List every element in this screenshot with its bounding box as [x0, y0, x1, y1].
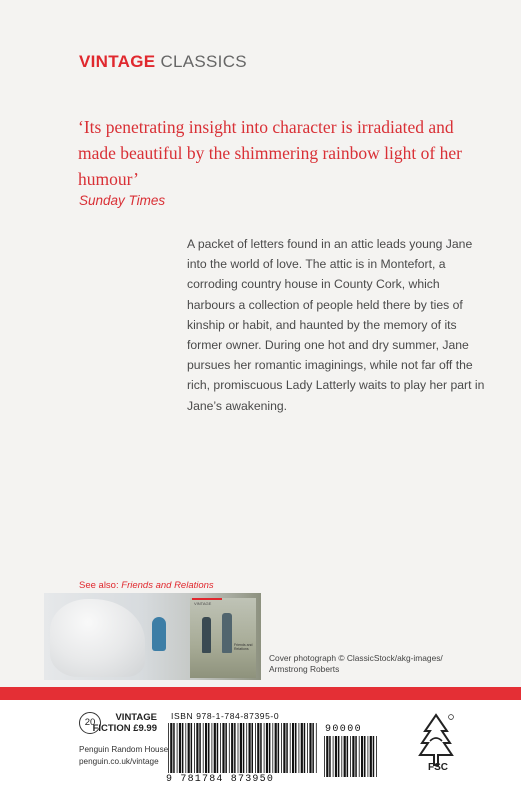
- barcode-addon-bars: [324, 736, 380, 777]
- barcode-bar: [240, 723, 242, 773]
- barcode-bar: [304, 723, 306, 773]
- barcode-bar: [350, 736, 351, 777]
- barcode-bar: [309, 723, 311, 773]
- barcode-bar: [341, 736, 342, 777]
- barcode-bar: [338, 736, 340, 777]
- mini-cover-label: VINTAGE: [194, 601, 212, 606]
- barcode-bar: [217, 723, 219, 773]
- fsc-label: FSC: [428, 762, 448, 773]
- brand-vintage: VINTAGE: [79, 52, 156, 71]
- quote-source: Sunday Times: [79, 193, 166, 208]
- barcode-bar: [329, 736, 331, 777]
- imprint-vintage: VINTAGE: [115, 712, 157, 723]
- barcode-bar: [307, 723, 308, 773]
- barcode-bar: [185, 723, 186, 773]
- barcode-bar: [260, 723, 262, 773]
- barcode-bar: [278, 723, 280, 773]
- publisher-name: Penguin Random House: [79, 745, 169, 754]
- cover-photo-thumbnail: [44, 593, 261, 680]
- barcode-bar: [292, 723, 294, 773]
- mini-figure-left: [202, 617, 211, 653]
- barcode-bar: [333, 736, 334, 777]
- barcode-bar: [352, 736, 354, 777]
- barcode-bar: [208, 723, 210, 773]
- mini-cover-subtitle: Friends and Relations: [234, 643, 253, 651]
- barcode-bar: [205, 723, 207, 773]
- mini-cover-accent: [192, 598, 222, 600]
- barcode-bar: [290, 723, 291, 773]
- barcode-bar: [286, 723, 288, 773]
- brand-classics: CLASSICS: [160, 52, 247, 71]
- barcode-bar: [355, 736, 357, 777]
- barcode-bar: [214, 723, 216, 773]
- barcode-bar: [266, 723, 268, 773]
- barcode-bar: [243, 723, 245, 773]
- barcode-bar: [324, 736, 325, 777]
- barcode-bar: [364, 736, 366, 777]
- mini-figure-right: [222, 613, 232, 653]
- barcode-bar: [222, 723, 224, 773]
- barcode-bar: [249, 723, 251, 773]
- barcode-bar: [361, 736, 363, 777]
- barcode-bar: [177, 723, 178, 773]
- barcode-bar: [269, 723, 271, 773]
- see-also: [79, 580, 214, 591]
- barcode-bar: [295, 723, 297, 773]
- red-band: [0, 687, 521, 700]
- barcode-bar: [196, 723, 198, 773]
- barcode-bar: [238, 723, 239, 773]
- credit-line-1: Cover photograph © ClassicStock/akg-images/: [269, 653, 443, 663]
- barcode-bar: [299, 723, 300, 773]
- barcode-bar: [272, 723, 273, 773]
- barcode-bar: [179, 723, 181, 773]
- barcode-bar: [188, 723, 190, 773]
- barcode-bar: [316, 723, 317, 773]
- barcode-bar: [344, 736, 346, 777]
- imprint-label: [92, 712, 157, 734]
- barcode-bar: [225, 723, 227, 773]
- see-also-title: Friends and Relations: [121, 580, 214, 591]
- barcode-digits: 9 781784 873950: [166, 774, 275, 785]
- barcode-bar: [203, 723, 204, 773]
- publisher-info: [79, 744, 168, 767]
- photo-figure: [50, 599, 145, 677]
- barcode-bar: [170, 723, 172, 773]
- imprint-fiction-price: FICTION £9.99: [92, 723, 157, 734]
- barcode-bar: [275, 723, 277, 773]
- barcode-bar: [252, 723, 254, 773]
- publisher-url: penguin.co.uk/vintage: [79, 756, 159, 766]
- barcode-bar: [264, 723, 265, 773]
- barcode-bar: [283, 723, 285, 773]
- book-blurb: A packet of letters found in an attic leads young Jane into the world of love. The attic is in Montefort, a corroding country house in County Cork, which harbours a collection of people held there by ties of kinship or habit, and haunted by the memory of its former owner. During one hot and dry summer, Jane pursues her romantic imaginings, while not far off the rich, promiscuous Lady Latterly waits to play her part in Jane’s awakening.: [187, 237, 485, 413]
- photo-lamp: [152, 617, 166, 651]
- credit-line-2: Armstrong Roberts: [269, 664, 340, 674]
- barcode-bar: [231, 723, 233, 773]
- brand-logo: [79, 52, 247, 72]
- barcode-bar: [370, 736, 372, 777]
- barcode-bars: [168, 723, 318, 773]
- barcode-bar: [335, 736, 337, 777]
- barcode-bar: [376, 736, 377, 777]
- barcode-addon-digits: 90000: [325, 724, 363, 735]
- barcode-bar: [246, 723, 247, 773]
- barcode-bar: [229, 723, 230, 773]
- isbn-label: ISBN 978-1-784-87395-0: [171, 711, 280, 721]
- barcode-bar: [312, 723, 314, 773]
- review-quote: ‘Its penetrating insight into character is irradiated and made beautiful by the shimmering rainbow light of her humour’: [78, 117, 462, 189]
- barcode-bar: [281, 723, 282, 773]
- barcode-bar: [199, 723, 201, 773]
- barcode-bar: [168, 723, 169, 773]
- barcode-bar: [173, 723, 175, 773]
- barcode-bar: [301, 723, 303, 773]
- barcode-bar: [373, 736, 375, 777]
- barcode-bar: [255, 723, 256, 773]
- barcode-bar: [182, 723, 184, 773]
- barcode-bar: [191, 723, 193, 773]
- barcode-bar: [359, 736, 360, 777]
- barcode-bar: [347, 736, 349, 777]
- see-also-label: See also:: [79, 580, 119, 591]
- barcode-bar: [212, 723, 213, 773]
- barcode-bar: [326, 736, 328, 777]
- barcode-bar: [220, 723, 221, 773]
- barcode-bar: [257, 723, 259, 773]
- barcode-bar: [194, 723, 195, 773]
- barcode-bar: [368, 736, 369, 777]
- barcode-bar: [234, 723, 236, 773]
- cover-credit: [269, 653, 509, 675]
- anniversary-ring: 20: [79, 712, 101, 734]
